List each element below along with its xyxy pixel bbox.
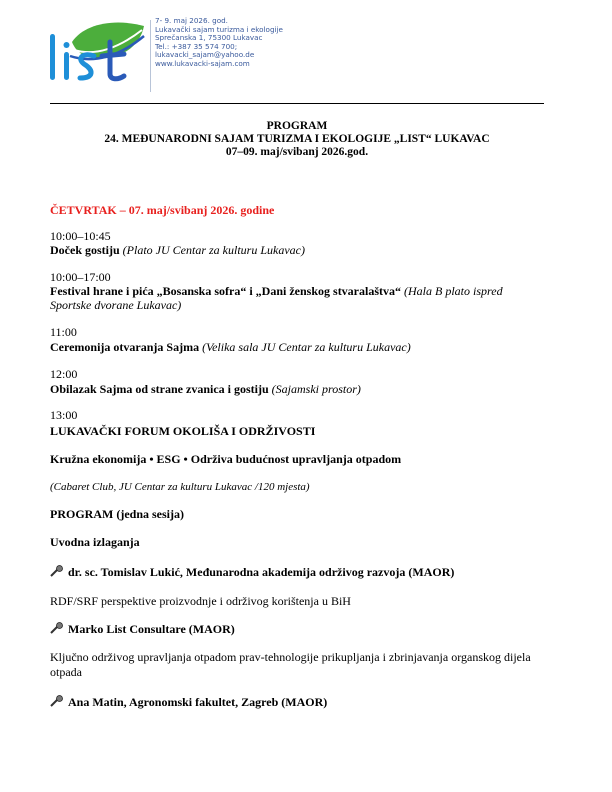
event-title bbox=[50, 340, 411, 354]
event-name: Ceremonija otvaranja Sajma bbox=[50, 340, 200, 354]
forum-title: LUKAVAČKI FORUM OKOLIŠA I ODRŽIVOSTI bbox=[50, 424, 316, 438]
event-title bbox=[50, 382, 361, 396]
event-time: 10:00–10:45 bbox=[50, 229, 111, 243]
event-time: 10:00–17:00 bbox=[50, 270, 111, 284]
event-title bbox=[50, 243, 305, 257]
title-line-3: 07–09. maj/svibanj 2026.god. bbox=[225, 146, 369, 158]
header-rule bbox=[50, 103, 544, 104]
event-title bbox=[50, 284, 503, 298]
header-date: 7- 9. maj 2026. god. bbox=[155, 16, 228, 25]
event-time: 12:00 bbox=[50, 367, 78, 381]
event-place: (Hala B plato ispred bbox=[404, 284, 503, 298]
header-divider bbox=[150, 20, 151, 92]
header-email[interactable]: lukavacki_sajam@yahoo.de bbox=[155, 50, 255, 60]
header-website[interactable]: www.lukavacki-sajam.com bbox=[155, 58, 250, 68]
forum-subtitle: Kružna ekonomija • ESG • Održiva budućnost upravljanja otpadom bbox=[50, 452, 402, 466]
event-name: Doček gostiju bbox=[50, 243, 120, 257]
event-place: (Plato JU Centar za kulturu Lukavac) bbox=[122, 243, 305, 257]
document-title bbox=[0, 120, 594, 159]
speaker-topic-cont: otpada bbox=[50, 665, 82, 679]
event-name: Festival hrane i pića „Bosanska sofra“ i „Dani ženskog stvaralaštva“ bbox=[50, 284, 402, 298]
forum-program: PROGRAM (jedna sesija) bbox=[50, 507, 184, 521]
speaker-name: Marko List Consultare (MAOR) bbox=[68, 622, 235, 636]
event-time: 11:00 bbox=[50, 325, 77, 339]
speaker-topic: RDF/SRF perspektive proizvodnje i održivog korištenja u BiH bbox=[50, 594, 351, 608]
microphone-icon bbox=[50, 622, 64, 634]
day-heading: ČETVRTAK – 07. maj/svibanj 2026. godine bbox=[50, 203, 275, 217]
contact-block bbox=[155, 17, 283, 69]
speaker-name: Ana Matin, Agronomski fakultet, Zagreb (MAOR) bbox=[68, 695, 328, 709]
title-line-1: PROGRAM bbox=[266, 120, 328, 132]
header-address: Sprečanska 1, 75300 Lukavac bbox=[155, 33, 263, 43]
title-line-2: 24. MEĐUNARODNI SAJAM TURIZMA I EKOLOGIJE „LIST“ LUKAVAC bbox=[104, 133, 490, 145]
header-phone: Tel.: +387 35 574 700; bbox=[155, 41, 238, 51]
speaker bbox=[50, 565, 454, 579]
event-place: (Velika sala JU Centar za kulturu Lukavac) bbox=[202, 340, 411, 354]
header-org: Lukavački sajam turizma i ekologije bbox=[155, 24, 283, 34]
speaker-topic: Ključno održivog upravljanja otpadom prav-tehnologije prikupljanja i zbrinjavanja organskog dijela bbox=[50, 650, 531, 664]
forum-venue: (Cabaret Club, JU Centar za kulturu Lukavac /120 mjesta) bbox=[50, 481, 310, 493]
speaker bbox=[50, 695, 327, 709]
forum-intro: Uvodna izlaganja bbox=[50, 535, 140, 549]
speaker bbox=[50, 622, 235, 636]
forum-time: 13:00 bbox=[50, 408, 78, 422]
microphone-icon bbox=[50, 695, 64, 707]
speaker-name: dr. sc. Tomislav Lukić, Međunarodna akademija održivog razvoja (MAOR) bbox=[68, 565, 455, 579]
event-place: (Sajamski prostor) bbox=[271, 382, 361, 396]
event-name: Obilazak Sajma od strane zvanica i gostiju bbox=[50, 382, 269, 396]
event-place-cont: Sportske dvorane Lukavac) bbox=[50, 298, 182, 312]
list-logo bbox=[44, 20, 148, 86]
microphone-icon bbox=[50, 565, 64, 577]
